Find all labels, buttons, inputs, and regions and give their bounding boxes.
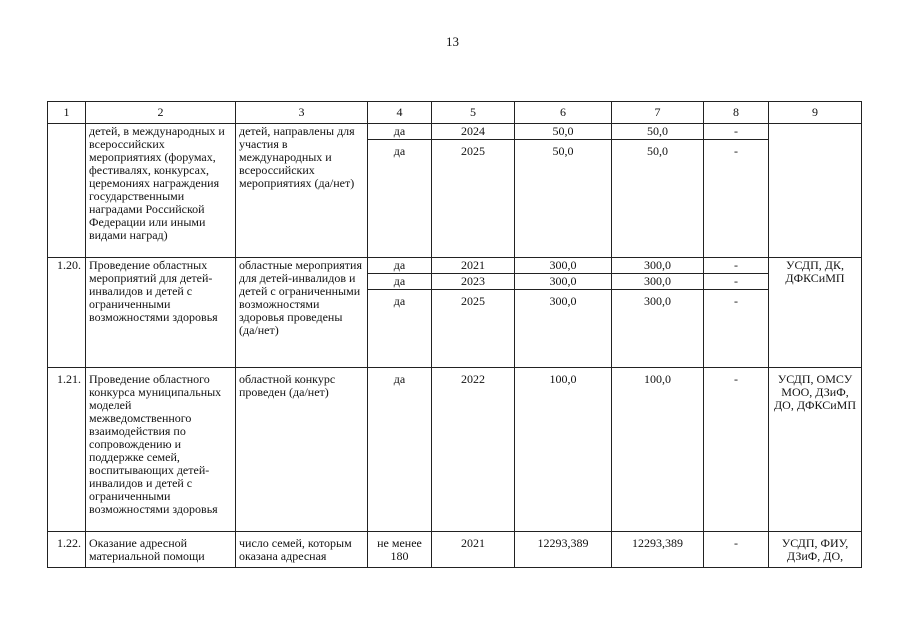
col8-value: - [704, 124, 769, 140]
item-number: 1.20. [48, 258, 86, 368]
table-row [48, 368, 862, 532]
header-cell: 8 [704, 102, 769, 124]
plan-amount: 50,0 [515, 140, 612, 258]
col8-value: - [704, 368, 769, 532]
item-indicator: детей, направлены для участия в международных и всероссийских мероприятиях (да/нет) [236, 124, 368, 258]
col8-value: - [704, 140, 769, 258]
fact-amount: 12293,389 [612, 532, 704, 568]
col8-value: - [704, 532, 769, 568]
item-number: 1.22. [48, 532, 86, 568]
plan-amount: 100,0 [515, 368, 612, 532]
header-cell: 5 [432, 102, 515, 124]
item-name: Оказание адресной материальной помощи [86, 532, 236, 568]
indicator-value: да [368, 140, 432, 258]
program-table [47, 101, 862, 568]
header-cell: 7 [612, 102, 704, 124]
header-row [48, 102, 862, 124]
item-indicator: число семей, которым оказана адресная [236, 532, 368, 568]
year: 2022 [432, 368, 515, 532]
plan-amount: 50,0 [515, 124, 612, 140]
executor: УСДП, ОМСУ МОО, ДЗиФ, ДО, ДФКСиМП [769, 368, 862, 532]
table-row [48, 532, 862, 568]
indicator-value: да [368, 124, 432, 140]
indicator-value: да [368, 274, 432, 290]
year: 2024 [432, 124, 515, 140]
indicator-value: да [368, 258, 432, 274]
table-row [48, 124, 862, 140]
executor: УСДП, ФИУ, ДЗиФ, ДО, [769, 532, 862, 568]
fact-amount: 300,0 [612, 258, 704, 274]
item-name: детей, в международных и всероссийских мероприятиях (форумах, фестивалях, конкурсах, церемониях награждения государственными наградами Российской Федерации или иными видами наград) [86, 124, 236, 258]
executor: УСДП, ДК, ДФКСиМП [769, 258, 862, 368]
header-cell: 4 [368, 102, 432, 124]
header-cell: 2 [86, 102, 236, 124]
indicator-value: да [368, 290, 432, 368]
fact-amount: 50,0 [612, 124, 704, 140]
col8-value: - [704, 258, 769, 274]
year: 2025 [432, 290, 515, 368]
year: 2025 [432, 140, 515, 258]
indicator-value: да [368, 368, 432, 532]
plan-amount: 300,0 [515, 290, 612, 368]
executor [769, 124, 862, 258]
fact-amount: 50,0 [612, 140, 704, 258]
fact-amount: 300,0 [612, 274, 704, 290]
header-cell: 1 [48, 102, 86, 124]
item-name: Проведение областных мероприятий для детей-инвалидов и детей с ограниченными возможностями здоровья [86, 258, 236, 368]
header-cell: 6 [515, 102, 612, 124]
col8-value: - [704, 290, 769, 368]
col8-value: - [704, 274, 769, 290]
year: 2023 [432, 274, 515, 290]
indicator-value: не менее 180 [368, 532, 432, 568]
header-cell: 9 [769, 102, 862, 124]
item-number: 1.21. [48, 368, 86, 532]
fact-amount: 300,0 [612, 290, 704, 368]
table-row [48, 258, 862, 274]
item-indicator: областной конкурс проведен (да/нет) [236, 368, 368, 532]
plan-amount: 300,0 [515, 258, 612, 274]
header-cell: 3 [236, 102, 368, 124]
year: 2021 [432, 258, 515, 274]
plan-amount: 300,0 [515, 274, 612, 290]
item-name: Проведение областного конкурса муниципальных моделей межведомственного взаимодействия по сопровождению и поддержке семей, воспитывающих детей-инвалидов и детей с ограниченными возможностями здоровья [86, 368, 236, 532]
year: 2021 [432, 532, 515, 568]
item-indicator: областные мероприятия для детей-инвалидов и детей с ограниченными возможностями здоровья проведены (да/нет) [236, 258, 368, 368]
fact-amount: 100,0 [612, 368, 704, 532]
plan-amount: 12293,389 [515, 532, 612, 568]
item-number [48, 124, 86, 258]
page-number: 13 [446, 34, 459, 49]
